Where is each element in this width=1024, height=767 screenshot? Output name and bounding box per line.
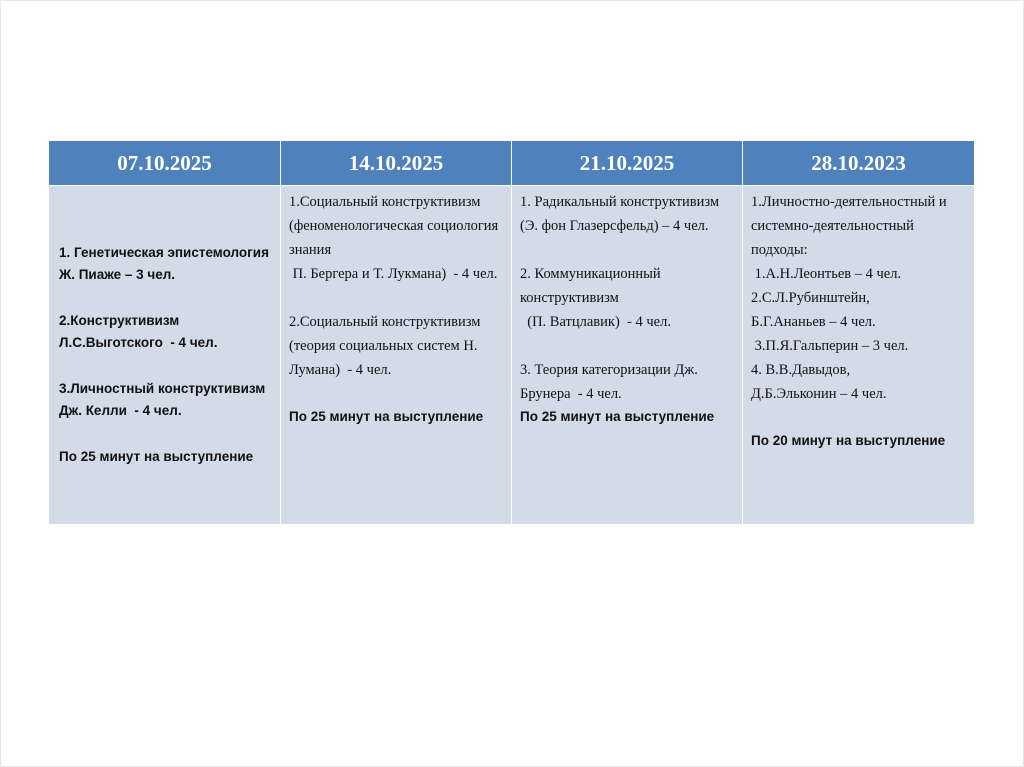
- topic-rubinstein: 2.С.Л.Рубинштейн,: [751, 290, 870, 306]
- topic-genetic-epistemology: 1. Генетическая эпистемология: [59, 245, 269, 260]
- topic-radical-constructivism: 1. Радикальный конструктивизм: [520, 194, 720, 210]
- topic-galperin: 3.П.Я.Гальперин – 3 чел.: [751, 338, 909, 354]
- topic-social-constructivism-2: 2.Социальный конструктивизм (теория социальных систем Н. Лумана) - 4 чел.: [289, 314, 485, 378]
- topic-piaget: Ж. Пиаже – 3 чел.: [59, 267, 176, 282]
- date-header-4: 28.10.2023: [743, 141, 975, 186]
- topic-social-constructivism-1: 1.Социальный конструктивизм (феноменологическая социология знания: [289, 194, 502, 258]
- topic-glasersfeld: (Э. фон Глазерсфельд) – 4 чел.: [520, 218, 709, 234]
- time-note: По 25 минут на выступление: [520, 409, 715, 424]
- cell-07-10: [49, 186, 281, 525]
- date-header-3: 21.10.2025: [512, 141, 743, 186]
- topic-bruner: 3. Теория категоризации Дж. Брунера - 4 чел.: [520, 362, 702, 402]
- time-note: По 20 минут на выступление: [751, 433, 946, 448]
- topic-personal-constructivism: 3.Личностный конструктивизм: [59, 381, 266, 396]
- topic-kelly: Дж. Келли - 4 чел.: [59, 403, 182, 418]
- schedule-table: [48, 141, 975, 525]
- date-header-2: 14.10.2025: [281, 141, 512, 186]
- topic-davydov: 4. В.В.Давыдов,: [751, 362, 851, 378]
- topic-activity-approaches: 1.Личностно-деятельностный и системно-деятельностный подходы:: [751, 194, 951, 258]
- topic-watzlawick: (П. Ватцлавик) - 4 чел.: [520, 314, 671, 330]
- time-note: По 25 минут на выступление: [59, 449, 254, 464]
- cell-14-10: [281, 186, 512, 525]
- topic-leontiev: 1.А.Н.Леонтьев – 4 чел.: [751, 266, 902, 282]
- date-header-1: 07.10.2025: [49, 141, 281, 186]
- topic-elkonin: Д.Б.Эльконин – 4 чел.: [751, 386, 887, 402]
- topic-communication-constructivism: 2. Коммуникационный конструктивизм: [520, 266, 665, 306]
- content-row: [49, 186, 975, 525]
- topic-ananiev: Б.Г.Ананьев – 4 чел.: [751, 314, 876, 330]
- time-note: По 25 минут на выступление: [289, 409, 484, 424]
- topic-berger-luckmann: П. Бергера и Т. Лукмана) - 4 чел.: [289, 266, 498, 282]
- topic-vygotsky: 2.Конструктивизм Л.С.Выготского - 4 чел.: [59, 313, 218, 350]
- header-row: [49, 141, 975, 186]
- cell-21-10: [512, 186, 743, 525]
- cell-28-10: [743, 186, 975, 525]
